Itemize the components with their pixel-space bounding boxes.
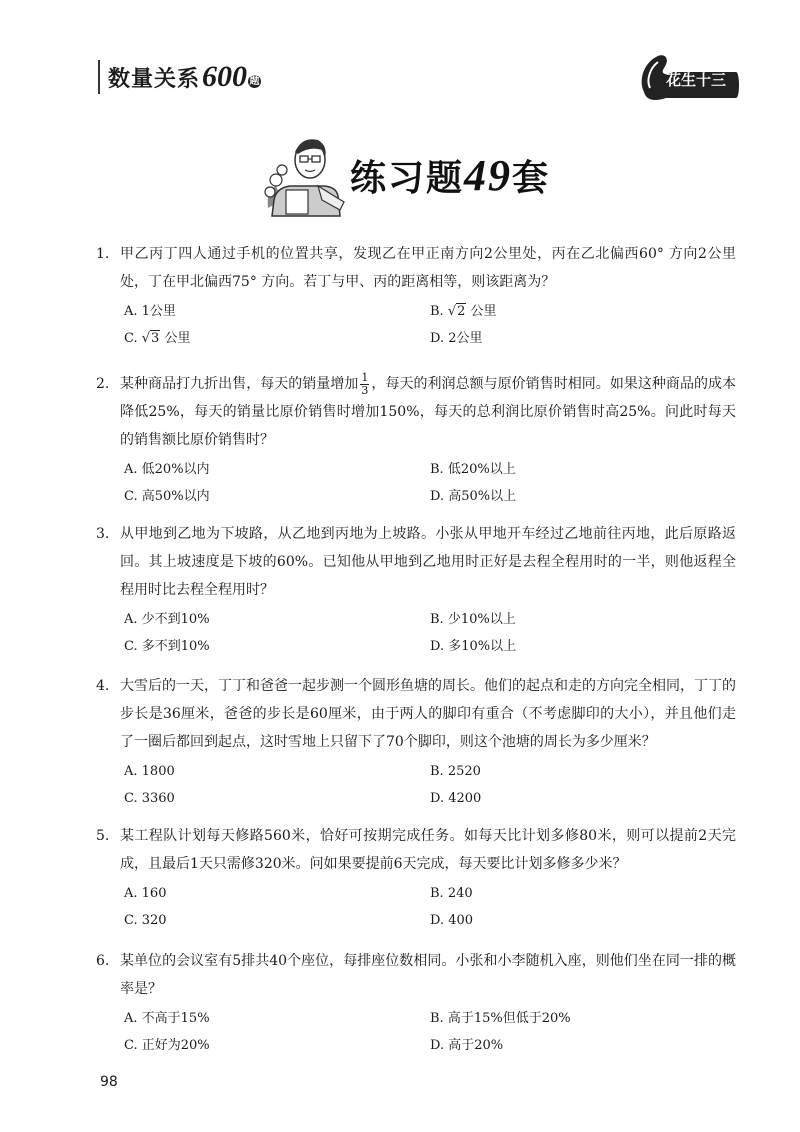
question-text: 从甲地到乙地为下坡路，从乙地到丙地为上坡路。小张从甲地开车经过乙地前往丙地，此后原路返回。其上坡速度是下坡的60%。已知他从甲地到乙地用时正好是去程全程用时的一半，则他返程全程用时比去程全程用时？: [120, 526, 736, 598]
fraction-numerator: 1: [361, 370, 369, 384]
fraction: [360, 372, 369, 397]
option-a: A. 不高于15%: [124, 1011, 210, 1026]
book-title: [98, 60, 261, 94]
question-stem: [96, 370, 736, 454]
question-number: 5.: [96, 828, 110, 844]
page-title-suffix: 套: [512, 158, 551, 199]
question-1: [96, 240, 736, 352]
question-text: 某工程队计划每天修路560米，恰好可按期完成任务。如每天比计划多修80米，则可以提前2天完成，且最后1天只需修320米。问如果要提前6天完成，每天要比计划多修多少米？: [120, 828, 736, 872]
options: [96, 606, 736, 660]
option-d: D. 400: [430, 913, 474, 928]
option-c-label: C.: [124, 331, 142, 346]
question-5: [96, 822, 736, 934]
option-d: D. 多10%以上: [430, 639, 517, 654]
question-number: 6.: [96, 953, 110, 969]
option-b: B. 2520: [430, 764, 481, 779]
option-c: C. 多不到10%: [124, 639, 210, 654]
option-a: A. 1公里: [124, 304, 176, 319]
option-c: [124, 325, 430, 352]
option-a: A. 少不到10%: [124, 612, 210, 627]
option-c: C. 高50%以内: [124, 489, 210, 504]
option-b: B. 少10%以上: [430, 612, 516, 627]
radicand: 2: [457, 304, 466, 319]
question-text-part2: ，每天的利润总额与原价销售时相同。如果这种商品的成本降低25%，每天的销量比原价销售时增加150%，每天的总利润比原价销售时高25%。问此时每天的销售额比原价销售时？: [120, 376, 737, 448]
fraction-denominator: 3: [361, 383, 369, 397]
question-number: 3.: [96, 526, 110, 542]
option-b-label: B.: [430, 304, 448, 319]
option-c-unit: 公里: [160, 331, 191, 346]
option-d: D. 2公里: [430, 331, 483, 346]
question-4: [96, 672, 736, 812]
page-title: [350, 150, 550, 201]
option-c: C. 正好为20%: [124, 1038, 210, 1053]
question-stem: [96, 520, 736, 604]
option-b: [430, 298, 736, 325]
brand-name: 花生十三: [666, 71, 727, 89]
question-stem: [96, 672, 736, 756]
options: [96, 1005, 736, 1059]
question-text: 大雪后的一天，丁丁和爸爸一起步测一个圆形鱼塘的周长。他们的起点和走的方向完全相同，丁丁的步长是36厘米，爸爸的步长是60厘米，由于两人的脚印有重合（不考虑脚印的大小），并且他们走了一圈后都回到起点，这时雪地上只留下了70个脚印，则这个池塘的周长为多少厘米？: [120, 678, 736, 750]
question-stem: [96, 822, 736, 878]
book-title-suffix: 题: [249, 76, 260, 87]
sqrt-symbol: √3: [141, 331, 160, 346]
option-b-unit: 公里: [466, 304, 497, 319]
options: [96, 880, 736, 934]
page-number: 98: [100, 1074, 118, 1090]
question-number: 2.: [96, 376, 110, 392]
option-b: B. 240: [430, 886, 473, 901]
question-text-part1: 某种商品打九折出售，每天的销量增加: [120, 376, 359, 392]
question-number: 1.: [96, 246, 110, 262]
book-title-text: 数量关系: [108, 67, 201, 92]
sqrt-symbol: √2: [447, 304, 466, 319]
option-a: A. 低20%以内: [124, 462, 210, 477]
question-3: [96, 520, 736, 660]
question-text: 某单位的会议室有5排共40个座位，每排座位数相同。小张和小李随机入座，则他们坐在同一排的概率是？: [120, 953, 736, 997]
options: [96, 758, 736, 812]
question-text: 甲乙丙丁四人通过手机的位置共享，发现乙在甲正南方向2公里处，丙在乙北偏西60° 方向2公里处，丁在甲北偏西75° 方向。若丁与甲、丙的距离相等，则该距离为？: [120, 246, 736, 290]
option-a: A. 160: [124, 886, 167, 901]
question-stem: [96, 947, 736, 1003]
option-c: C. 3360: [124, 791, 175, 806]
question-number: 4.: [96, 678, 110, 694]
page-title-prefix: 练习题: [350, 158, 465, 199]
option-d: D. 4200: [430, 791, 482, 806]
option-a: A. 1800: [124, 764, 175, 779]
radicand: 3: [151, 331, 160, 346]
option-d: D. 高50%以上: [430, 489, 517, 504]
teacher-illustration-icon: [262, 130, 348, 220]
book-title-number: 600: [202, 60, 248, 93]
option-b: B. 低20%以上: [430, 462, 516, 477]
question-6: [96, 947, 736, 1059]
option-c: C. 320: [124, 913, 167, 928]
option-b: B. 高于15%但低于20%: [430, 1011, 571, 1026]
page-title-number: 49: [464, 151, 513, 200]
question-2: [96, 370, 736, 510]
option-d: D. 高于20%: [430, 1038, 504, 1053]
options: [96, 456, 736, 510]
options: [96, 298, 736, 352]
question-stem: [96, 240, 736, 296]
